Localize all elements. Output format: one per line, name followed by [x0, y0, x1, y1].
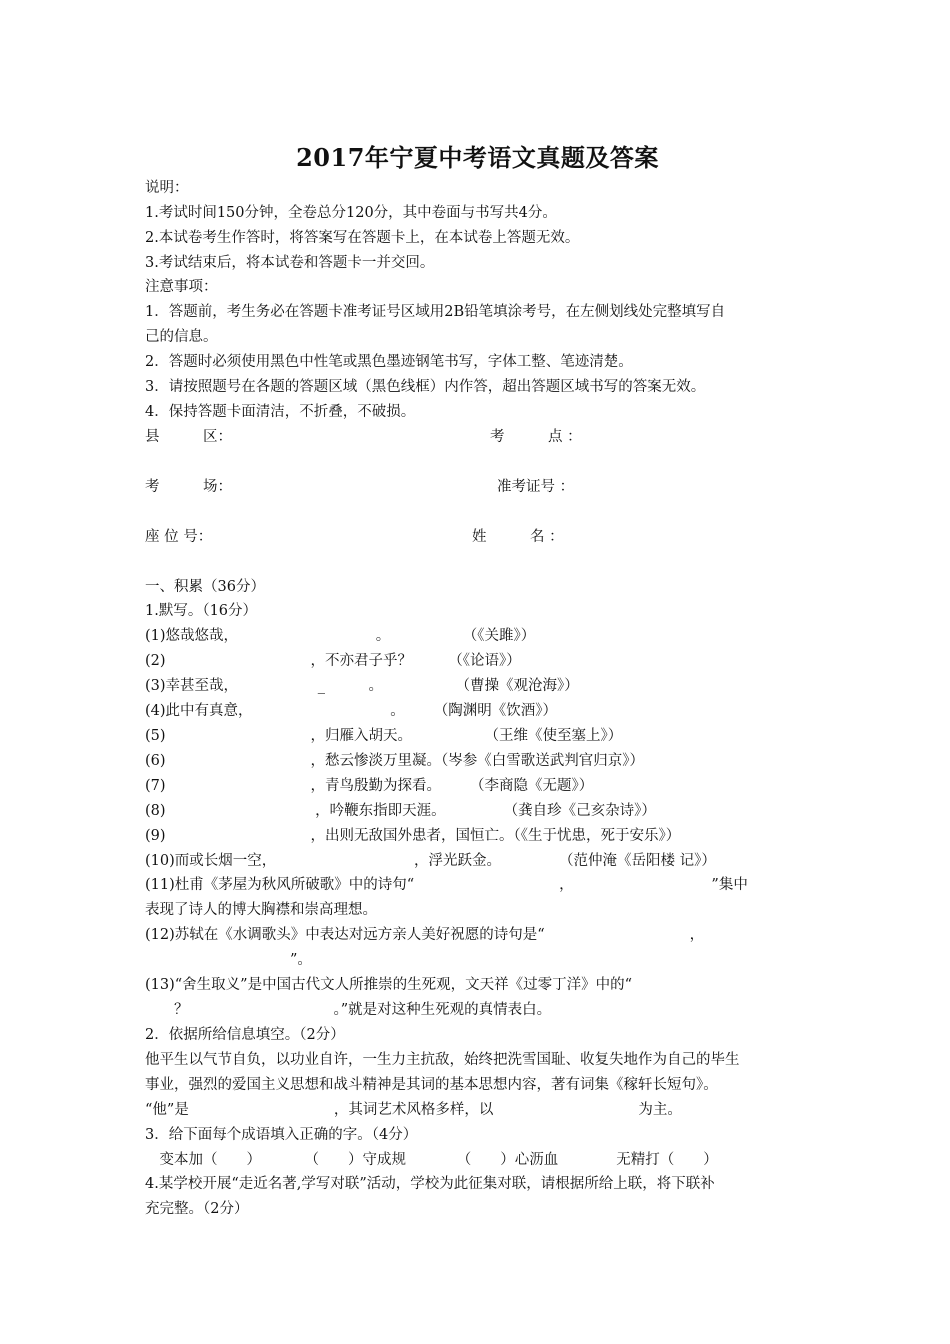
- note-3: 3．请按照题号在各题的答题区域（黑色线框）内作答，超出答题区域书写的答案无效。: [145, 379, 706, 395]
- q1-line-8: (8) ，吟鞭东指即天涯。 （龚自珍《己亥杂诗》）: [145, 803, 656, 819]
- q2-para-3: “他”是 ，其词艺术风格多样，以 为主。: [145, 1102, 682, 1118]
- q1-line-12a: (12)苏轼在《水调歌头》中表达对远方亲人美好祝愿的诗句是“ ，: [145, 927, 705, 943]
- note-1-cont: 己的信息。: [145, 329, 218, 345]
- field-county: 县 区：: [145, 429, 232, 445]
- q1-line-7: (7) ，青鸟殷勤为探看。 （李商隐《无题》）: [145, 778, 594, 794]
- q3-line: 变本加（ ） （ ）守成规 （ ）心沥血 无精打（ ）: [145, 1152, 718, 1168]
- section-1-heading: 一、积累（36分）: [145, 579, 265, 595]
- field-exam-room: 考 场：: [145, 479, 232, 495]
- q1-line-5: (5) ，归雁入胡天。 （王维《使至塞上》）: [145, 728, 623, 744]
- q1-line-4: (4)此中有真意， 。 （陶渊明《饮酒》）: [145, 703, 558, 719]
- q1-line-12b: ”。: [145, 952, 312, 968]
- q1-line-13b: ？ 。”就是对这种生死观的真情表白。: [145, 1002, 552, 1018]
- q2-heading: 2．依据所给信息填空。（2分）: [145, 1027, 345, 1043]
- field-seat-no: 座 位 号：: [145, 529, 213, 545]
- q3-heading: 3．给下面每个成语填入正确的字。（4分）: [145, 1127, 418, 1143]
- note-4: 4．保持答题卡面清洁，不折叠，不破损。: [145, 404, 416, 420]
- q1-line-11a: (11)杜甫《茅屋为秋风所破歌》中的诗句“ ， ”集中: [145, 877, 748, 893]
- q1-line-6: (6) ，愁云惨淡万里凝。（岑参《白雪歌送武判官归京》）: [145, 753, 645, 769]
- q2-para-2: 事业，强烈的爱国主义思想和战斗精神是其词的基本思想内容，著有词集《稼轩长短句》。: [145, 1077, 718, 1093]
- q1-line-3: (3)幸甚至哉， _ 。 （曹操《观沧海》）: [145, 678, 579, 694]
- q1-line-1: (1)悠哉悠哉， 。 （《关雎》）: [145, 628, 536, 644]
- instruction-1: 1.考试时间150分钟，全卷总分120分，其中卷面与书写共4分。: [145, 205, 557, 221]
- q1-line-10: (10)而或长烟一空， ，浮光跃金。 （范仲淹《岳阳楼 记》）: [145, 853, 716, 869]
- q1-heading: 1.默写。（16分）: [145, 603, 258, 619]
- notes-heading: 注意事项：: [145, 279, 218, 295]
- field-exam-site: 考 点 ：: [490, 429, 582, 445]
- instruction-2: 2.本试卷考生作答时，将答案写在答题卡上，在本试卷上答题无效。: [145, 230, 580, 246]
- page-title: 2017年宁夏中考语文真题及答案: [296, 143, 659, 172]
- q1-line-2: (2) ，不亦君子乎？ （《论语》）: [145, 653, 521, 669]
- note-2: 2．答题时必须使用黑色中性笔或黑色墨迹钢笔书写，字体工整、笔迹清楚。: [145, 354, 633, 370]
- q1-line-11b: 表现了诗人的博大胸襟和崇高理想。: [145, 902, 377, 918]
- instruction-3: 3.考试结束后，将本试卷和答题卡一并交回。: [145, 255, 435, 271]
- q1-line-13a: (13)“舍生取义”是中国古代文人所推崇的生死观，文天祥《过零丁洋》中的“: [145, 977, 633, 993]
- note-1: 1．答题前，考生务必在答题卡准考证号区域用2B铅笔填涂考号，在左侧划线处完整填写自: [145, 304, 726, 320]
- q1-line-9: (9) ，出则无敌国外患者，国恒亡。（《生于忧患，死于安乐》）: [145, 828, 681, 844]
- field-ticket-no: 准考证号 ：: [497, 479, 575, 495]
- field-name: 姓 名 ：: [472, 529, 564, 545]
- q4-line-1: 4.某学校开展“走近名著,学写对联”活动，学校为此征集对联，请根据所给上联，将下联补: [145, 1176, 715, 1192]
- instructions-heading: 说明：: [145, 180, 189, 196]
- q4-line-2: 充完整。（2分）: [145, 1201, 249, 1217]
- q2-para-1: 他平生以气节自负，以功业自许，一生力主抗敌，始终把洗雪国耻、收复失地作为自己的毕生: [145, 1052, 740, 1068]
